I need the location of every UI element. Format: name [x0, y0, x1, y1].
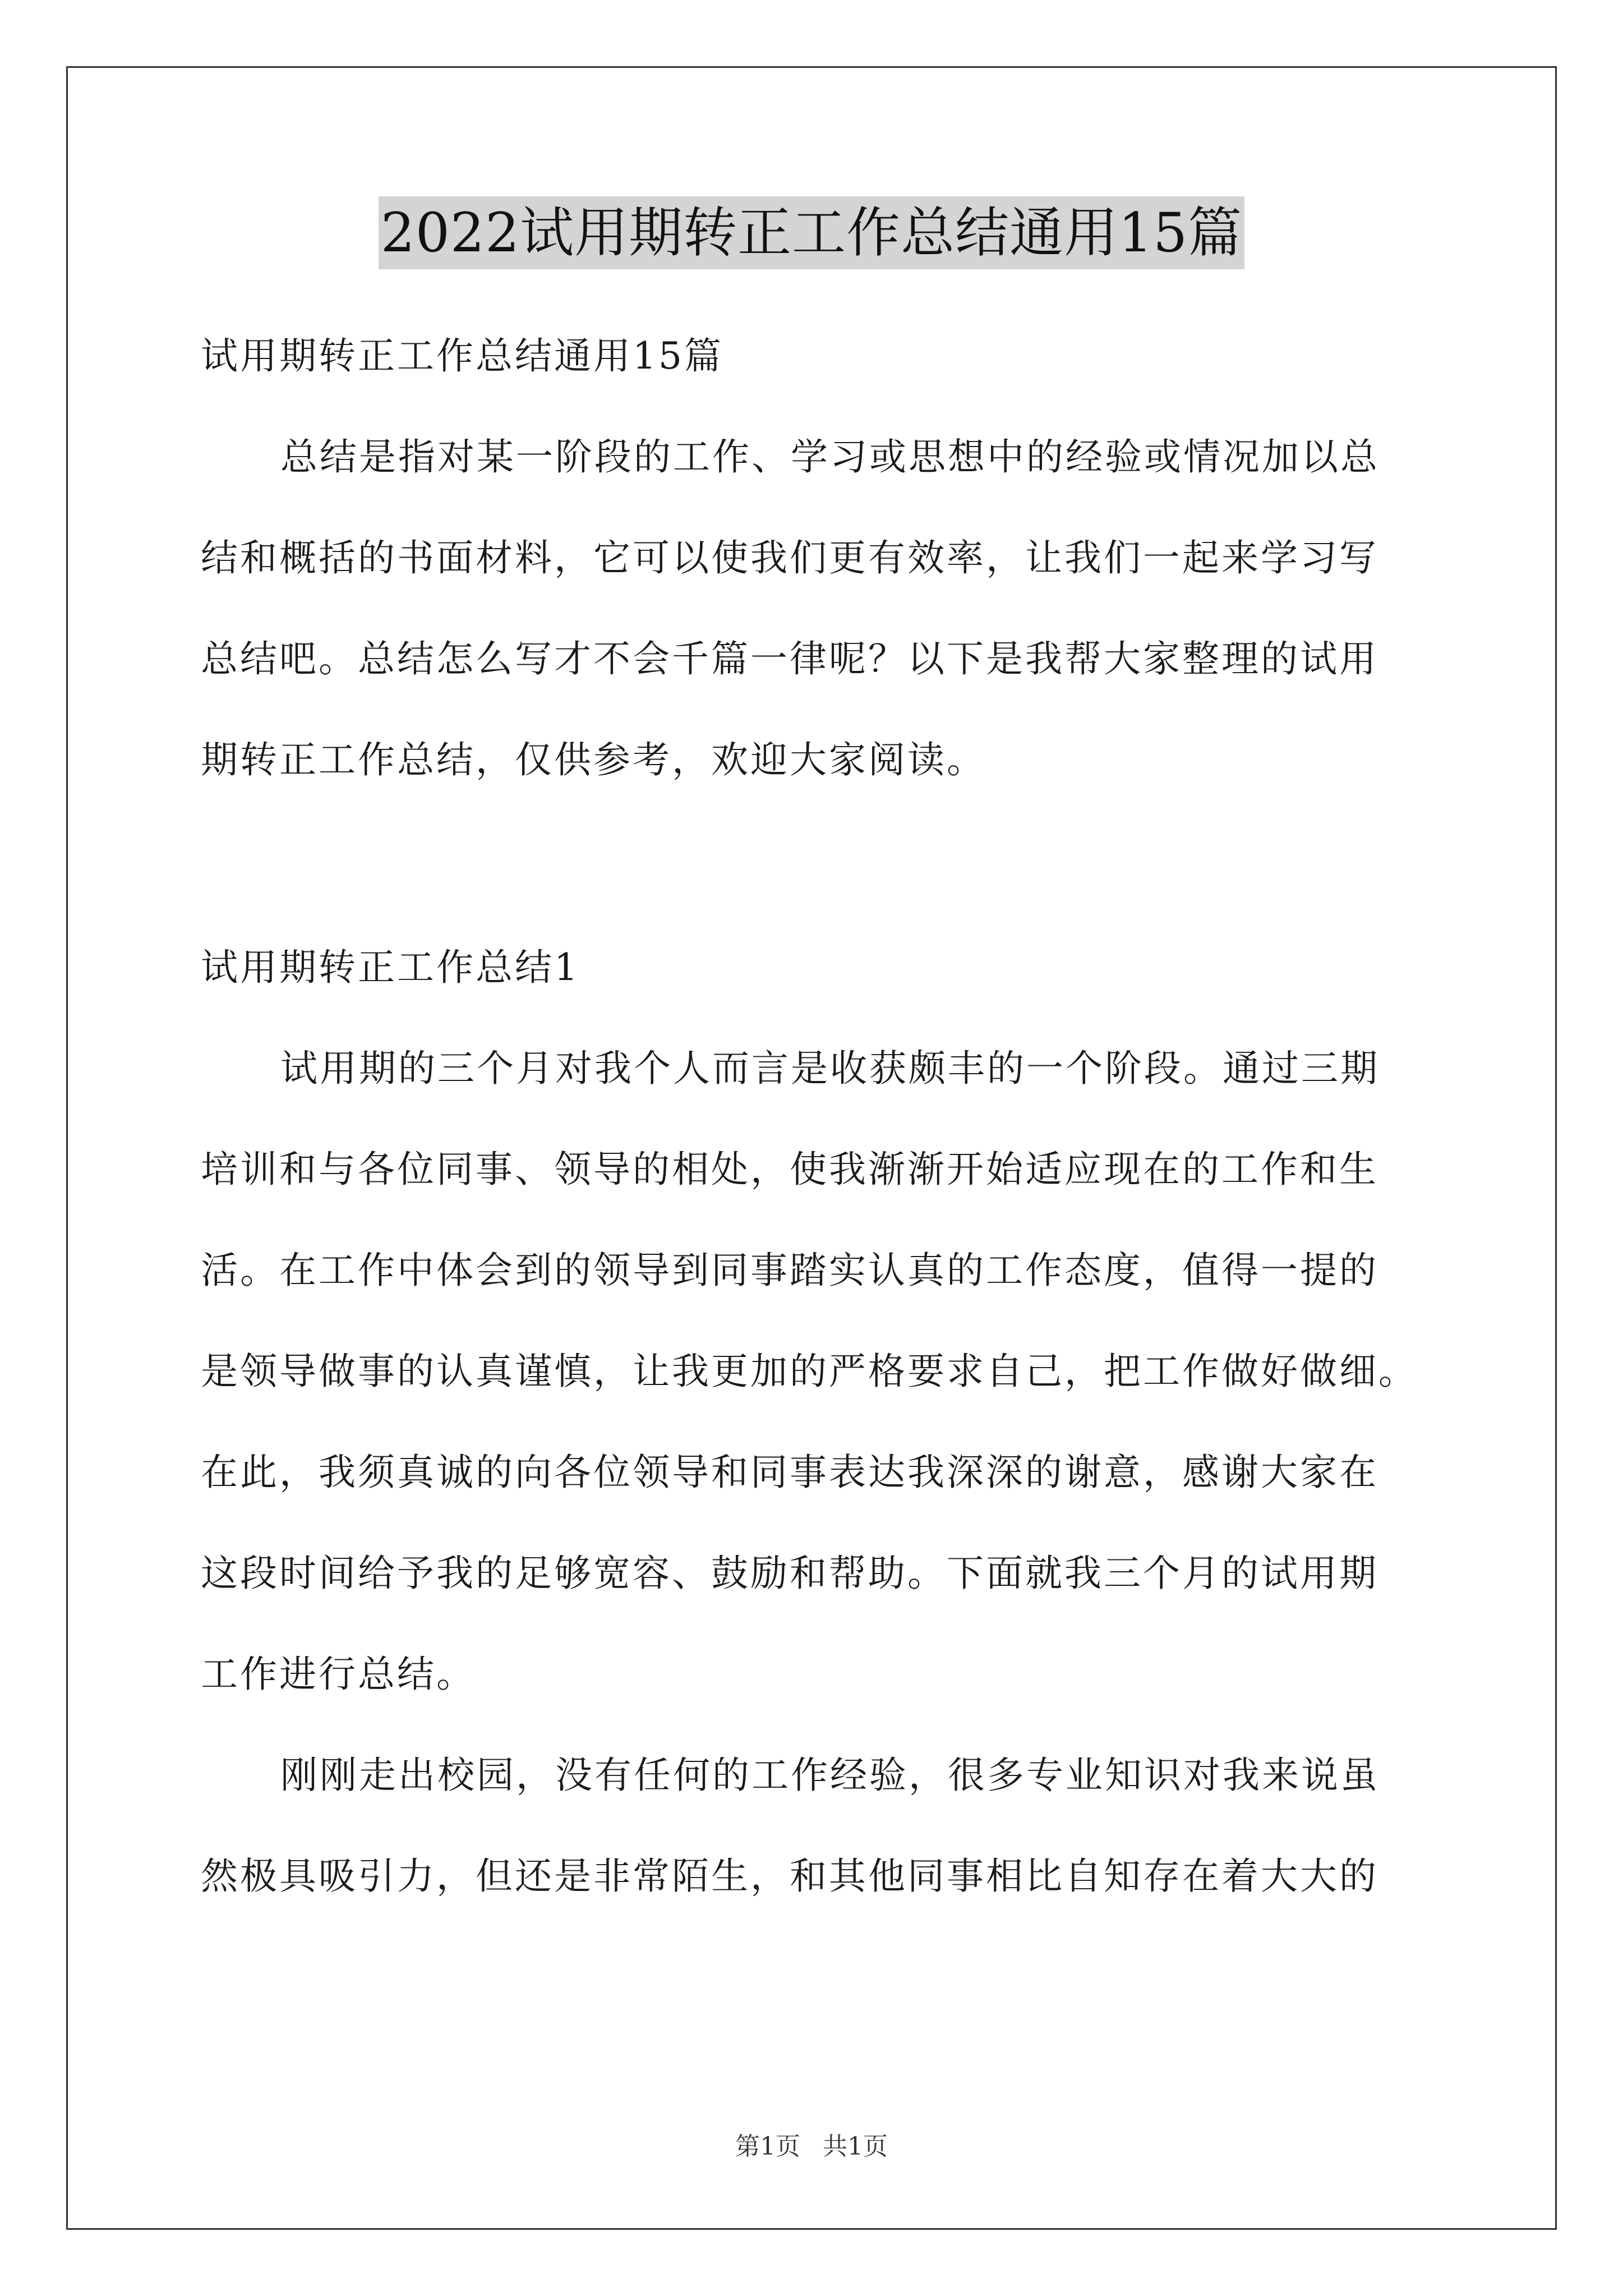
section1-paragraph-1: [201, 1018, 1440, 1725]
document-body: [201, 306, 1440, 1927]
paragraph-line: 然极具吸引力，但还是非常陌生，和其他同事相比自知存在着大大的: [201, 1855, 1378, 1898]
section-spacer: [201, 811, 1440, 917]
paragraph-line: 刚刚走出校园，没有任何的工作经验，很多专业知识对我来说虽: [280, 1754, 1380, 1797]
paragraph-line: 培训和与各位同事、领导的相处，使我渐渐开始适应现在的工作和生: [201, 1148, 1378, 1191]
paragraph-line: 工作进行总结。: [201, 1653, 476, 1696]
paragraph-line: 是领导做事的认真谨慎，让我更加的严格要求自己，把工作做好做细。: [201, 1350, 1418, 1393]
paragraph-line: 活。在工作中体会到的领导到同事踏实认真的工作态度，值得一提的: [201, 1249, 1378, 1292]
paragraph-line: 这段时间给予我的足够宽容、鼓励和帮助。下面就我三个月的试用期: [201, 1552, 1378, 1595]
document-title: 2022试用期转正工作总结通用15篇: [379, 196, 1244, 269]
section1-paragraph-2: [201, 1725, 1440, 1927]
paragraph-line: 期转正工作总结，仅供参考，欢迎大家阅读。: [201, 738, 986, 781]
document-subtitle: 试用期转正工作总结通用15篇: [201, 334, 723, 378]
page-footer: [0, 2126, 1623, 2162]
section-heading: 试用期转正工作总结1: [201, 946, 580, 989]
intro-paragraph: [201, 407, 1440, 811]
paragraph-line: 在此，我须真诚的向各位领导和同事表达我深深的谢意，感谢大家在: [201, 1451, 1378, 1494]
page-total: 共1页: [823, 2132, 888, 2161]
paragraph-line: 结和概括的书面材料，它可以使我们更有效率，让我们一起来学习写: [201, 536, 1378, 579]
paragraph-line: 总结吧。总结怎么写才不会千篇一律呢？以下是我帮大家整理的试用: [201, 637, 1378, 680]
paragraph-line: 总结是指对某一阶段的工作、学习或思想中的经验或情况加以总: [280, 435, 1380, 478]
title-container: [0, 196, 1623, 269]
paragraph-line: 试用期的三个月对我个人而言是收获颇丰的一个阶段。通过三期: [280, 1047, 1380, 1090]
page-number: 第1页: [735, 2132, 800, 2161]
